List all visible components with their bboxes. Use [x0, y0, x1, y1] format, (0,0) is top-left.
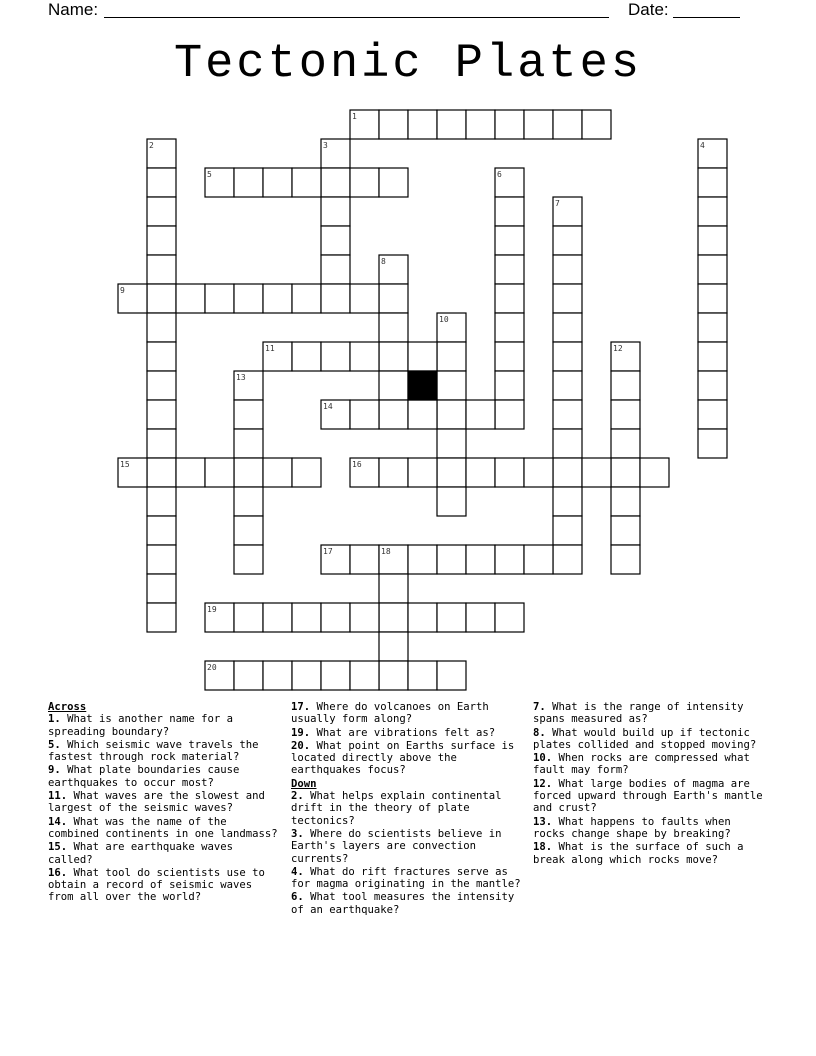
- grid-cell[interactable]: [698, 400, 727, 429]
- clue-number: 16.: [48, 866, 68, 879]
- clue-number: 15.: [48, 841, 68, 854]
- grid-cell[interactable]: [147, 429, 176, 458]
- grid-cell[interactable]: [553, 487, 582, 516]
- grid-cell[interactable]: [147, 284, 176, 313]
- grid-cell[interactable]: [234, 661, 263, 690]
- grid-cell[interactable]: [292, 458, 321, 487]
- clue-text: When rocks are compressed what fault may form?: [533, 752, 750, 777]
- grid-cell[interactable]: [611, 371, 640, 400]
- grid-cell[interactable]: [379, 371, 408, 400]
- grid-cell[interactable]: [408, 110, 437, 139]
- clue-text: What do rift fractures serve as for magma originating in the mantle?: [291, 865, 521, 891]
- clues-column-2: [291, 701, 523, 917]
- grid-cell[interactable]: [611, 400, 640, 429]
- grid-cell[interactable]: [553, 371, 582, 400]
- grid-cell[interactable]: [698, 168, 727, 197]
- grid-cell[interactable]: [292, 168, 321, 197]
- grid-cell[interactable]: [234, 516, 263, 545]
- down-clue-12: [533, 778, 765, 815]
- grid-cell[interactable]: [379, 313, 408, 342]
- grid-cell[interactable]: [263, 168, 292, 197]
- grid-cell[interactable]: [698, 313, 727, 342]
- grid-cell[interactable]: [234, 284, 263, 313]
- clue-number: 3.: [291, 827, 304, 840]
- down-clue-8: [533, 727, 765, 752]
- grid-cell[interactable]: [466, 603, 495, 632]
- grid-cell[interactable]: [292, 661, 321, 690]
- grid-cell[interactable]: [408, 545, 437, 574]
- clue-text: What is another name for a spreading boundary?: [48, 713, 233, 738]
- grid-cell[interactable]: [321, 661, 350, 690]
- clue-number: 18.: [533, 841, 553, 854]
- grid-cell[interactable]: [147, 313, 176, 342]
- grid-cell[interactable]: [495, 197, 524, 226]
- grid-cell[interactable]: [437, 545, 466, 574]
- grid-cell[interactable]: [379, 168, 408, 197]
- grid-cell[interactable]: [147, 603, 176, 632]
- grid-cell[interactable]: [466, 110, 495, 139]
- clue-number: 6.: [291, 891, 304, 904]
- grid-cell[interactable]: [321, 284, 350, 313]
- grid-cell[interactable]: [437, 342, 466, 371]
- clue-text: Which seismic wave travels the fastest through rock material?: [48, 738, 259, 764]
- cell-number-8: 8: [381, 257, 386, 266]
- grid-cell[interactable]: [553, 458, 582, 487]
- grid-cell[interactable]: [582, 458, 611, 487]
- grid-cell[interactable]: [553, 313, 582, 342]
- grid-cell[interactable]: [147, 197, 176, 226]
- cell-number-15: 15: [120, 460, 130, 469]
- clue-text: What waves are the slowest and largest of the seismic waves?: [48, 790, 265, 815]
- clue-text: Where do scientists believe in Earth's layers are convection currents?: [291, 827, 502, 865]
- grid-cell[interactable]: [234, 458, 263, 487]
- grid-cell[interactable]: [379, 574, 408, 603]
- grid-cell[interactable]: [234, 168, 263, 197]
- clue-number: 10.: [533, 752, 553, 765]
- grid-cell[interactable]: [495, 545, 524, 574]
- grid-cell[interactable]: [553, 400, 582, 429]
- clue-number: 12.: [533, 777, 553, 790]
- cell-number-2: 2: [149, 141, 154, 150]
- grid-cell[interactable]: [495, 371, 524, 400]
- clue-text: What is the surface of such a break along which rocks move?: [533, 841, 744, 866]
- grid-cell[interactable]: [495, 313, 524, 342]
- grid-cell[interactable]: [408, 603, 437, 632]
- down-clue-6: [291, 891, 523, 916]
- clue-text: What tool measures the intensity of an earthquake?: [291, 891, 515, 916]
- grid-cell[interactable]: [611, 516, 640, 545]
- grid-cell[interactable]: [437, 400, 466, 429]
- grid-cell[interactable]: [176, 284, 205, 313]
- grid-cell[interactable]: [495, 603, 524, 632]
- clue-text: What tool do scientists use to obtain a record of seismic waves from all over the world?: [48, 866, 265, 904]
- grid-cell[interactable]: [350, 545, 379, 574]
- grid-cell[interactable]: [147, 168, 176, 197]
- clue-number: 8.: [533, 726, 546, 739]
- clue-number: 9.: [48, 764, 61, 777]
- grid-cell[interactable]: [582, 110, 611, 139]
- down-clue-10: [533, 752, 765, 777]
- down-clue-4: [291, 866, 523, 891]
- grid-cell[interactable]: [408, 400, 437, 429]
- grid-cell[interactable]: [234, 400, 263, 429]
- grid-cell[interactable]: [611, 487, 640, 516]
- grid-cell[interactable]: [263, 284, 292, 313]
- down-clue-13: [533, 816, 765, 841]
- down-clue-7: [533, 701, 765, 726]
- clue-number: 19.: [291, 726, 311, 739]
- grid-cell[interactable]: [640, 458, 669, 487]
- grid-cell[interactable]: [379, 284, 408, 313]
- grid-cell[interactable]: [321, 197, 350, 226]
- grid-cell[interactable]: [147, 574, 176, 603]
- grid-cell[interactable]: [379, 632, 408, 661]
- grid-cell[interactable]: [698, 284, 727, 313]
- grid-cell[interactable]: [553, 429, 582, 458]
- down-clue-2: [291, 790, 523, 827]
- cell-number-12: 12: [613, 344, 623, 353]
- grid-cell[interactable]: [553, 284, 582, 313]
- grid-cell[interactable]: [234, 545, 263, 574]
- cell-number-13: 13: [236, 373, 246, 382]
- across-clue-14: [48, 816, 280, 841]
- clue-number: 7.: [533, 701, 546, 713]
- grid-cell[interactable]: [350, 168, 379, 197]
- grid-cell[interactable]: [495, 458, 524, 487]
- cell-number-7: 7: [555, 199, 560, 208]
- clue-text: What is the range of intensity spans measured as?: [533, 701, 744, 726]
- grid-cell[interactable]: [147, 342, 176, 371]
- name-label: Name:: [48, 0, 99, 19]
- grid-cell[interactable]: [495, 284, 524, 313]
- grid-cell[interactable]: [147, 255, 176, 284]
- across-clue-11: [48, 790, 280, 815]
- across-clue-9: [48, 764, 280, 789]
- grid-cell[interactable]: [553, 110, 582, 139]
- grid-cell[interactable]: [379, 661, 408, 690]
- grid-cell[interactable]: [292, 603, 321, 632]
- clue-text: What are vibrations felt as?: [316, 726, 496, 739]
- cell-number-14: 14: [323, 402, 333, 411]
- grid-cell[interactable]: [437, 458, 466, 487]
- grid-cell[interactable]: [553, 516, 582, 545]
- grid-cell[interactable]: [176, 458, 205, 487]
- grid-cell[interactable]: [611, 429, 640, 458]
- grid-cell[interactable]: [466, 458, 495, 487]
- clue-text: What plate boundaries cause earthquakes to occur most?: [48, 764, 240, 789]
- grid-cell[interactable]: [205, 458, 234, 487]
- cell-number-4: 4: [700, 141, 705, 150]
- cell-number-10: 10: [439, 315, 449, 324]
- clue-number: 14.: [48, 815, 68, 828]
- grid-cell[interactable]: [379, 458, 408, 487]
- across-clue-15: [48, 841, 280, 866]
- grid-cell[interactable]: [437, 661, 466, 690]
- grid-cell[interactable]: [379, 400, 408, 429]
- grid-cell[interactable]: [379, 342, 408, 371]
- grid-cell[interactable]: [321, 255, 350, 284]
- grid-cell[interactable]: [147, 545, 176, 574]
- cell-number-16: 16: [352, 460, 362, 469]
- grid-cell[interactable]: [437, 603, 466, 632]
- grid-cell[interactable]: [321, 226, 350, 255]
- grid-cell[interactable]: [611, 458, 640, 487]
- grid-cell[interactable]: [698, 197, 727, 226]
- across-clue-16: [48, 867, 280, 904]
- grid-cell[interactable]: [611, 545, 640, 574]
- clue-number: 5.: [48, 738, 61, 751]
- grid-cell[interactable]: [379, 110, 408, 139]
- grid-cell[interactable]: [495, 110, 524, 139]
- grid-cell[interactable]: [437, 110, 466, 139]
- grid-cell[interactable]: [524, 545, 553, 574]
- grid-cell[interactable]: [205, 284, 234, 313]
- grid-cell[interactable]: [553, 545, 582, 574]
- grid-cell[interactable]: [495, 226, 524, 255]
- down-clue-18: [533, 841, 765, 866]
- grid-cell[interactable]: [147, 371, 176, 400]
- cell-number-1: 1: [352, 112, 357, 121]
- clue-number: 13.: [533, 815, 553, 828]
- grid-cell[interactable]: [234, 429, 263, 458]
- grid-cell[interactable]: [350, 400, 379, 429]
- grid-cell[interactable]: [698, 429, 727, 458]
- clue-text: What was the name of the combined continents in one landmass?: [48, 815, 278, 840]
- clue-text: What happens to faults when rocks change shape by breaking?: [533, 815, 731, 840]
- cell-number-11: 11: [265, 344, 275, 353]
- clue-text: What are earthquake waves called?: [48, 841, 233, 866]
- clues-column-1: [48, 701, 280, 905]
- date-label: Date:: [628, 0, 669, 19]
- grid-cell[interactable]: [350, 661, 379, 690]
- grid-cell[interactable]: [350, 284, 379, 313]
- grid-cell[interactable]: [524, 458, 553, 487]
- grid-cell[interactable]: [466, 400, 495, 429]
- grid-cell[interactable]: [553, 255, 582, 284]
- cell-number-3: 3: [323, 141, 328, 150]
- cell-number-18: 18: [381, 547, 391, 556]
- grid-cell[interactable]: [263, 661, 292, 690]
- grid-cell[interactable]: [437, 371, 466, 400]
- across-clue-19: [291, 727, 523, 739]
- grid-cell[interactable]: [234, 487, 263, 516]
- blocked-cell: [408, 371, 437, 400]
- grid-cell[interactable]: [147, 226, 176, 255]
- grid-cell[interactable]: [350, 342, 379, 371]
- grid-cell[interactable]: [321, 342, 350, 371]
- grid-cell[interactable]: [408, 342, 437, 371]
- grid-cell[interactable]: [698, 371, 727, 400]
- clue-number: 1.: [48, 713, 61, 726]
- cell-number-9: 9: [120, 286, 125, 295]
- grid-cell[interactable]: [379, 603, 408, 632]
- clue-number: 17.: [291, 701, 311, 713]
- grid-cell[interactable]: [553, 342, 582, 371]
- clue-text: What large bodies of magma are forced upward through Earth's mantle and crust?: [533, 777, 763, 815]
- grid-cell[interactable]: [437, 487, 466, 516]
- grid-cell[interactable]: [147, 458, 176, 487]
- grid-cell[interactable]: [292, 284, 321, 313]
- cell-number-20: 20: [207, 663, 217, 672]
- grid-cell[interactable]: [321, 603, 350, 632]
- grid-cell[interactable]: [147, 400, 176, 429]
- clue-text: What helps explain continental drift in the theory of plate tectonics?: [291, 790, 502, 827]
- grid-cell[interactable]: [495, 342, 524, 371]
- grid-cell[interactable]: [263, 603, 292, 632]
- cell-number-6: 6: [497, 170, 502, 179]
- down-clue-3: [291, 828, 523, 865]
- clues-column-3: [533, 701, 765, 867]
- grid-cell[interactable]: [350, 603, 379, 632]
- grid-cell[interactable]: [292, 342, 321, 371]
- cell-number-19: 19: [207, 605, 217, 614]
- grid-cell[interactable]: [147, 516, 176, 545]
- across-heading: Across: [48, 701, 87, 713]
- across-clue-20: [291, 740, 523, 777]
- grid-cell[interactable]: [495, 400, 524, 429]
- grid-cell[interactable]: [466, 545, 495, 574]
- clue-text: What point on Earths surface is located directly above the earthquakes focus?: [291, 739, 515, 777]
- down-heading: Down: [291, 777, 317, 790]
- grid-cell[interactable]: [408, 661, 437, 690]
- grid-cell[interactable]: [408, 458, 437, 487]
- grid-cell[interactable]: [524, 110, 553, 139]
- across-clue-5: [48, 739, 280, 764]
- clue-number: 4.: [291, 865, 304, 878]
- cell-number-17: 17: [323, 547, 333, 556]
- grid-cell[interactable]: [437, 429, 466, 458]
- clue-number: 20.: [291, 739, 311, 752]
- grid-cell[interactable]: [698, 342, 727, 371]
- puzzle-title: Tectonic Plates: [173, 38, 643, 91]
- clue-number: 2.: [291, 790, 304, 803]
- grid-cell[interactable]: [147, 487, 176, 516]
- across-clue-1: [48, 713, 280, 738]
- clue-text: Where do volcanoes on Earth usually form along?: [291, 701, 489, 726]
- grid-cell[interactable]: [553, 226, 582, 255]
- grid-cell[interactable]: [495, 255, 524, 284]
- grid-cell[interactable]: [263, 458, 292, 487]
- grid-cell[interactable]: [321, 168, 350, 197]
- cell-number-5: 5: [207, 170, 212, 179]
- across-clue-17: [291, 701, 523, 726]
- grid-cell[interactable]: [698, 255, 727, 284]
- grid-cell[interactable]: [698, 226, 727, 255]
- grid-cell[interactable]: [234, 603, 263, 632]
- clue-number: 11.: [48, 790, 68, 803]
- clue-text: What would build up if tectonic plates collided and stopped moving?: [533, 726, 757, 751]
